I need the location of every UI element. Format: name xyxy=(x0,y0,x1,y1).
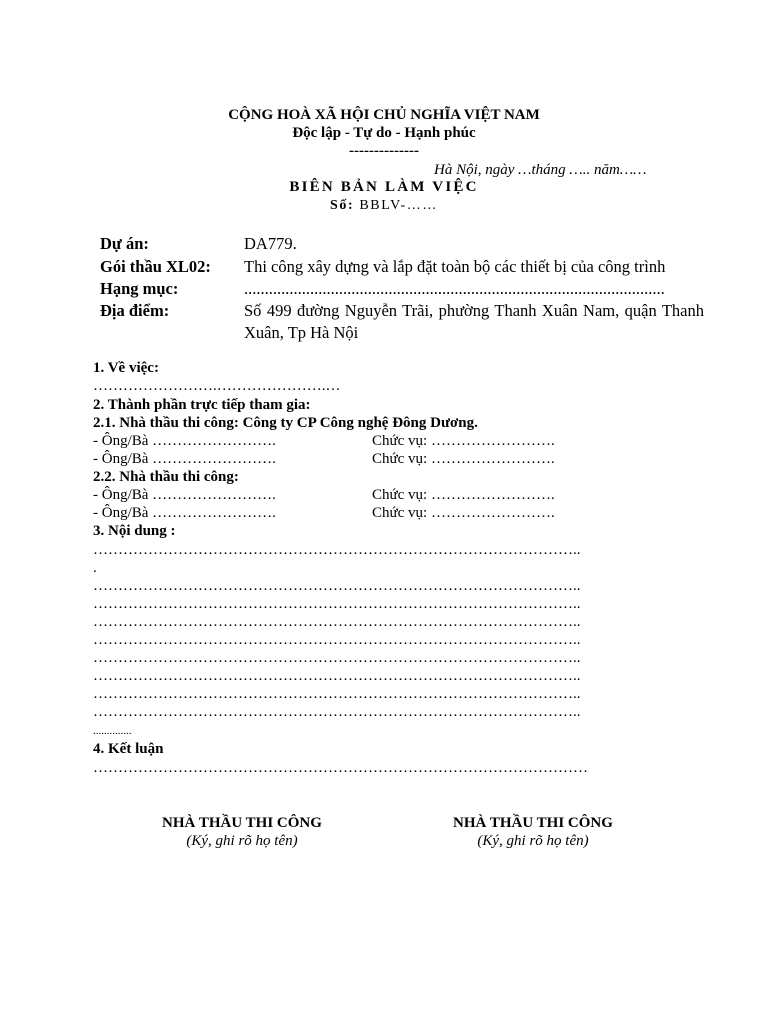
section-4-heading: 4. Kết luận xyxy=(93,741,164,757)
person-line: - Ông/Bà ……………………. xyxy=(93,433,276,449)
position-line: Chức vụ: ……………………. xyxy=(372,433,555,449)
section-2-1-heading: 2.1. Nhà thầu thi công: Công ty CP Công nghệ Đông Dương. xyxy=(93,415,478,431)
section-1-heading: 1. Về việc: xyxy=(93,360,159,376)
section-1-dots: …………………….………………….… xyxy=(93,378,341,394)
person-line: - Ông/Bà ……………………. xyxy=(93,487,276,503)
content-line: …………………………………………………………………………………….. xyxy=(93,668,581,684)
project-value: DA779. xyxy=(244,234,297,253)
content-line: …………………………………………………………………………………….. xyxy=(93,704,581,720)
position-line: Chức vụ: ……………………. xyxy=(372,451,555,467)
item-label: Hạng mục: xyxy=(100,279,179,298)
location-value: Số 499 đường Nguyễn Trãi, phường Thanh Xuân Nam, quận Thanh Xuân, Tp Hà Nội xyxy=(244,301,704,342)
section-4-dots: ……………………………………………………………………………………… xyxy=(93,760,588,776)
national-title: CỘNG HOÀ XÃ HỘI CHỦ NGHĨA VIỆT NAM xyxy=(228,107,540,123)
document-number-label: Số: xyxy=(330,198,355,213)
content-line: …………………………………………………………………………………….. xyxy=(93,632,581,648)
content-line: …………………………………………………………………………………….. xyxy=(93,596,581,612)
left-signature-note: (Ký, ghi rõ họ tên) xyxy=(186,833,298,849)
right-signature-title: NHÀ THẦU THI CÔNG xyxy=(453,815,613,831)
content-wrap-dot: . xyxy=(93,560,97,576)
content-line: …………………………………………………………………………………….. xyxy=(93,578,581,594)
package-value: Thi công xây dựng và lắp đặt toàn bộ các thiết bị của công trình xyxy=(244,257,666,276)
motto: Độc lập - Tự do - Hạnh phúc xyxy=(292,125,476,141)
project-label: Dự án: xyxy=(100,234,149,253)
person-line: - Ông/Bà ……………………. xyxy=(93,505,276,521)
document-number xyxy=(0,198,768,214)
package-label: Gói thầu XL02: xyxy=(100,257,211,276)
right-signature-note: (Ký, ghi rõ họ tên) xyxy=(477,833,589,849)
content-line: …………………………………………………………………………………….. xyxy=(93,614,581,630)
person-line: - Ông/Bà ……………………. xyxy=(93,451,276,467)
section-2-2-heading: 2.2. Nhà thầu thi công: xyxy=(93,469,239,485)
section-2-heading: 2. Thành phần trực tiếp tham gia: xyxy=(93,397,311,413)
content-tail: .............. xyxy=(93,725,132,737)
document-number-value: BBLV-…… xyxy=(359,198,438,213)
position-line: Chức vụ: ……………………. xyxy=(372,487,555,503)
item-value: ...................................................................................................... xyxy=(244,279,665,298)
left-signature-title: NHÀ THẦU THI CÔNG xyxy=(162,815,322,831)
section-3-heading: 3. Nội dung : xyxy=(93,523,176,539)
position-line: Chức vụ: ……………………. xyxy=(372,505,555,521)
content-line: …………………………………………………………………………………….. xyxy=(93,542,581,558)
header-separator: -------------- xyxy=(349,143,419,159)
place-date: Hà Nội, ngày …tháng ….. năm…… xyxy=(434,162,647,178)
content-line: …………………………………………………………………………………….. xyxy=(93,650,581,666)
location-label: Địa điểm: xyxy=(100,301,170,320)
document-title: BIÊN BẢN LÀM VIỆC xyxy=(289,179,479,195)
content-line: …………………………………………………………………………………….. xyxy=(93,686,581,702)
